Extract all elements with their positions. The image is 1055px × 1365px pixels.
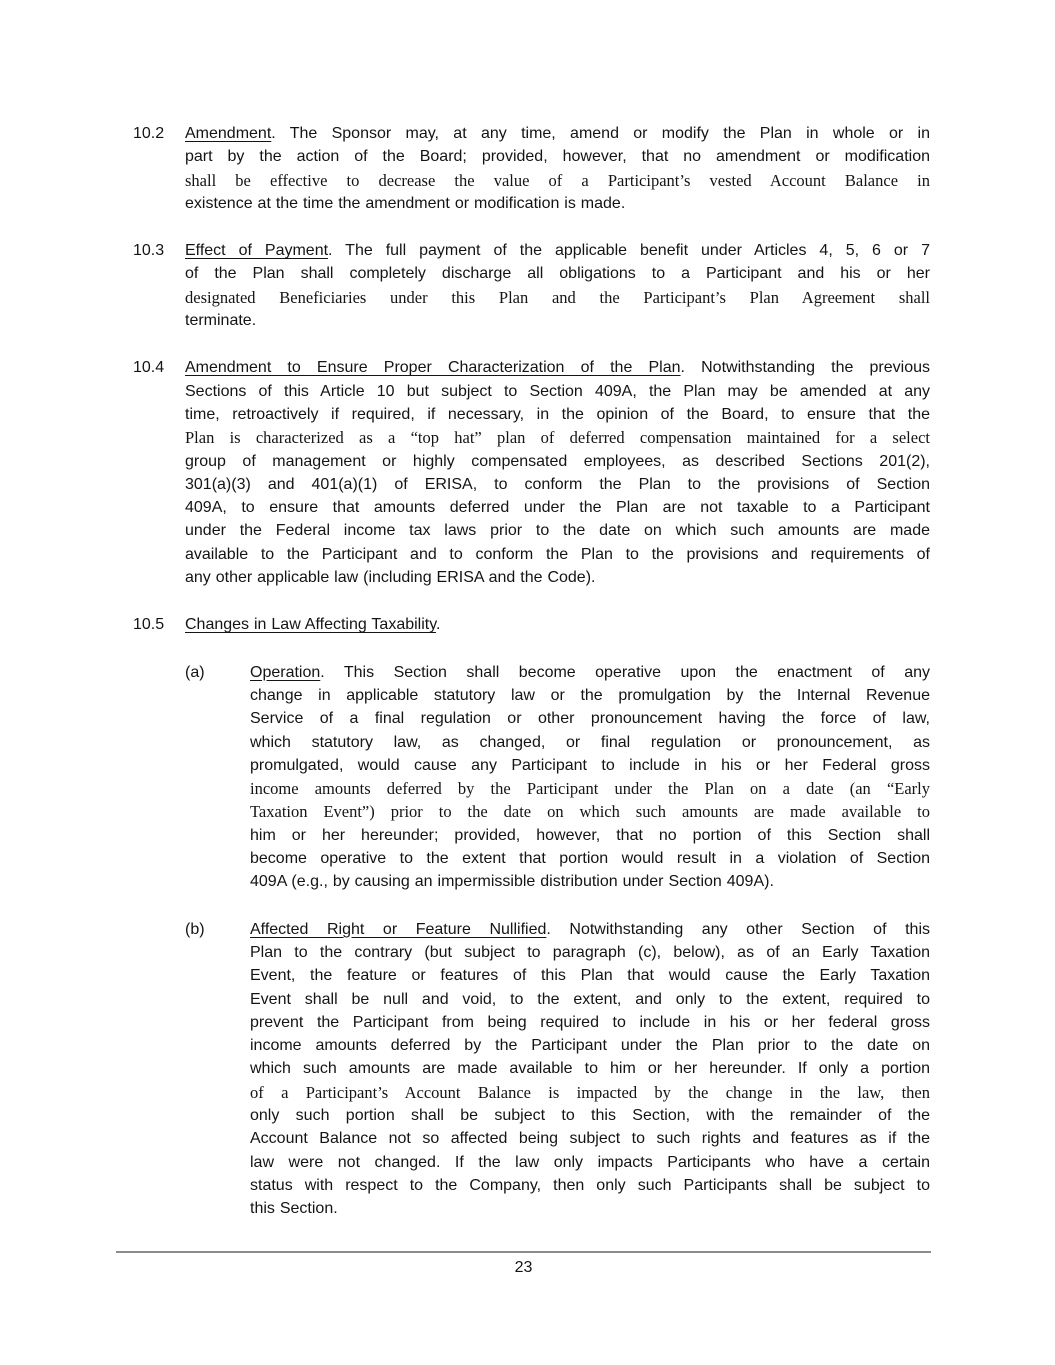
- section: [185, 918, 930, 1221]
- section-content: [185, 239, 930, 332]
- text-line: group of management or highly compensated employees, as described Sections 201(2),: [185, 452, 930, 470]
- section-content: [185, 613, 930, 636]
- text-line: terminate.: [185, 312, 257, 330]
- text-line: income amounts deferred by the Participant under the Plan on a date (an “Early: [250, 779, 930, 799]
- section-heading: Effect of Payment: [185, 242, 329, 260]
- page-number: 23: [514, 1259, 533, 1276]
- text-line: prevent the Participant from being required to include in his or her federal gross: [250, 1013, 930, 1031]
- text-line: law were not changed. If the law only impacts Participants who have a certain: [250, 1153, 930, 1171]
- section-number: (b): [185, 920, 205, 938]
- section-heading: Affected Right or Feature Nullified: [250, 920, 547, 938]
- section: [133, 356, 930, 589]
- section-heading: Changes in Law Affecting Taxability: [185, 616, 437, 634]
- section: [133, 239, 930, 332]
- section-number: (a): [185, 663, 205, 681]
- text-line: Service of a final regulation or other pronouncement having the force of law,: [250, 710, 930, 728]
- text-line: Affected Right or Feature Nullified. Notwithstanding any other Section of this: [250, 920, 930, 938]
- text-line: Account Balance not so affected being subject to such rights and features as if the: [250, 1130, 930, 1148]
- text-line: Effect of Payment. The full payment of the applicable benefit under Articles 4, 5, 6 or 7: [185, 242, 930, 260]
- text-line: Event shall be null and void, to the extent, and only to the extent, required to: [250, 990, 930, 1008]
- section-number: 10.5: [133, 616, 165, 634]
- text-line: only such portion shall be subject to this Section, with the remainder of the: [250, 1106, 930, 1124]
- text-line: shall be effective to decrease the value of a Participant’s vested Account Balance in: [185, 170, 930, 190]
- text-line: of the Plan shall completely discharge all obligations to a Participant and his or her: [185, 265, 930, 283]
- section-number: 10.3: [133, 242, 165, 260]
- text-line: this Section.: [250, 1200, 338, 1218]
- text-line: Operation. This Section shall become operative upon the enactment of any: [250, 663, 930, 681]
- text-line: Amendment to Ensure Proper Characterization of the Plan. Notwithstanding the previous: [185, 359, 931, 377]
- section: [185, 661, 930, 894]
- section-number: 10.2: [133, 125, 165, 142]
- text-line: 409A (e.g., by causing an impermissible distribution under Section 409A).: [250, 873, 774, 891]
- text-line: existence at the time the amendment or modification is made.: [185, 194, 626, 212]
- text-line: under the Federal income tax laws prior to the date on which such amounts are made: [185, 522, 930, 540]
- document-body: [133, 122, 930, 1244]
- text-line: Event, the feature or features of this Plan that would cause the Early Taxation: [250, 967, 930, 985]
- page-footer: [116, 1251, 931, 1278]
- text-line: which statutory law, as changed, or final regulation or pronouncement, as: [250, 733, 930, 751]
- section: [133, 613, 930, 636]
- text-line: of a Participant’s Account Balance is impacted by the change in the law, then: [250, 1082, 930, 1102]
- section-heading: Operation: [250, 663, 321, 681]
- text-line: him or her hereunder; provided, however, that no portion of this Section shall: [250, 826, 930, 844]
- text-line: promulgated, would cause any Participant to include in his or her Federal gross: [250, 756, 930, 774]
- section-content: [185, 122, 930, 215]
- section-content: [250, 661, 930, 894]
- section-number: 10.4: [133, 359, 165, 377]
- text-line: Plan to the contrary (but subject to paragraph (c), below), as of an Early Taxation: [250, 943, 930, 961]
- text-line: 409A, to ensure that amounts deferred under the Plan are not taxable to a Participant: [185, 499, 930, 517]
- text-line: income amounts deferred by the Participant under the Plan prior to the date on: [250, 1037, 930, 1055]
- text-line: Amendment. The Sponsor may, at any time, amend or modify the Plan in whole or in: [185, 125, 930, 142]
- text-line: become operative to the extent that portion would result in a violation of Section: [250, 850, 930, 868]
- section-content: [250, 918, 930, 1221]
- text-line: Changes in Law Affecting Taxability.: [185, 616, 441, 634]
- text-line: time, retroactively if required, if necessary, in the opinion of the Board, to ensure that the: [185, 405, 930, 423]
- text-line: designated Beneficiaries under this Plan and the Participant’s Plan Agreement shall: [185, 287, 930, 307]
- text-line: 301(a)(3) and 401(a)(1) of ERISA, to conform the Plan to the provisions of Section: [185, 475, 930, 493]
- text-line: available to the Participant and to conform the Plan to the provisions and requirements of: [185, 545, 930, 563]
- text-line: part by the action of the Board; provided, however, that no amendment or modification: [185, 148, 930, 166]
- text-line: any other applicable law (including ERISA and the Code).: [185, 569, 596, 587]
- text-line: Plan is characterized as a “top hat” plan of deferred compensation maintained for a select: [185, 428, 930, 448]
- text-line: change in applicable statutory law or the promulgation by the Internal Revenue: [250, 686, 930, 704]
- text-line: status with respect to the Company, then only such Participants shall be subject to: [250, 1176, 930, 1194]
- section: [133, 122, 930, 215]
- section-content: [185, 356, 930, 589]
- text-line: which such amounts are made available to him or her hereunder. If only a portion: [250, 1060, 930, 1078]
- section-heading: Amendment: [185, 125, 272, 142]
- text-line: Taxation Event”) prior to the date on which such amounts are made available to: [250, 802, 930, 822]
- text-line: Sections of this Article 10 but subject to Section 409A, the Plan may be amended at any: [185, 382, 930, 400]
- footer-rule: [116, 1251, 931, 1253]
- section-heading: Amendment to Ensure Proper Characterization of the Plan: [185, 359, 681, 377]
